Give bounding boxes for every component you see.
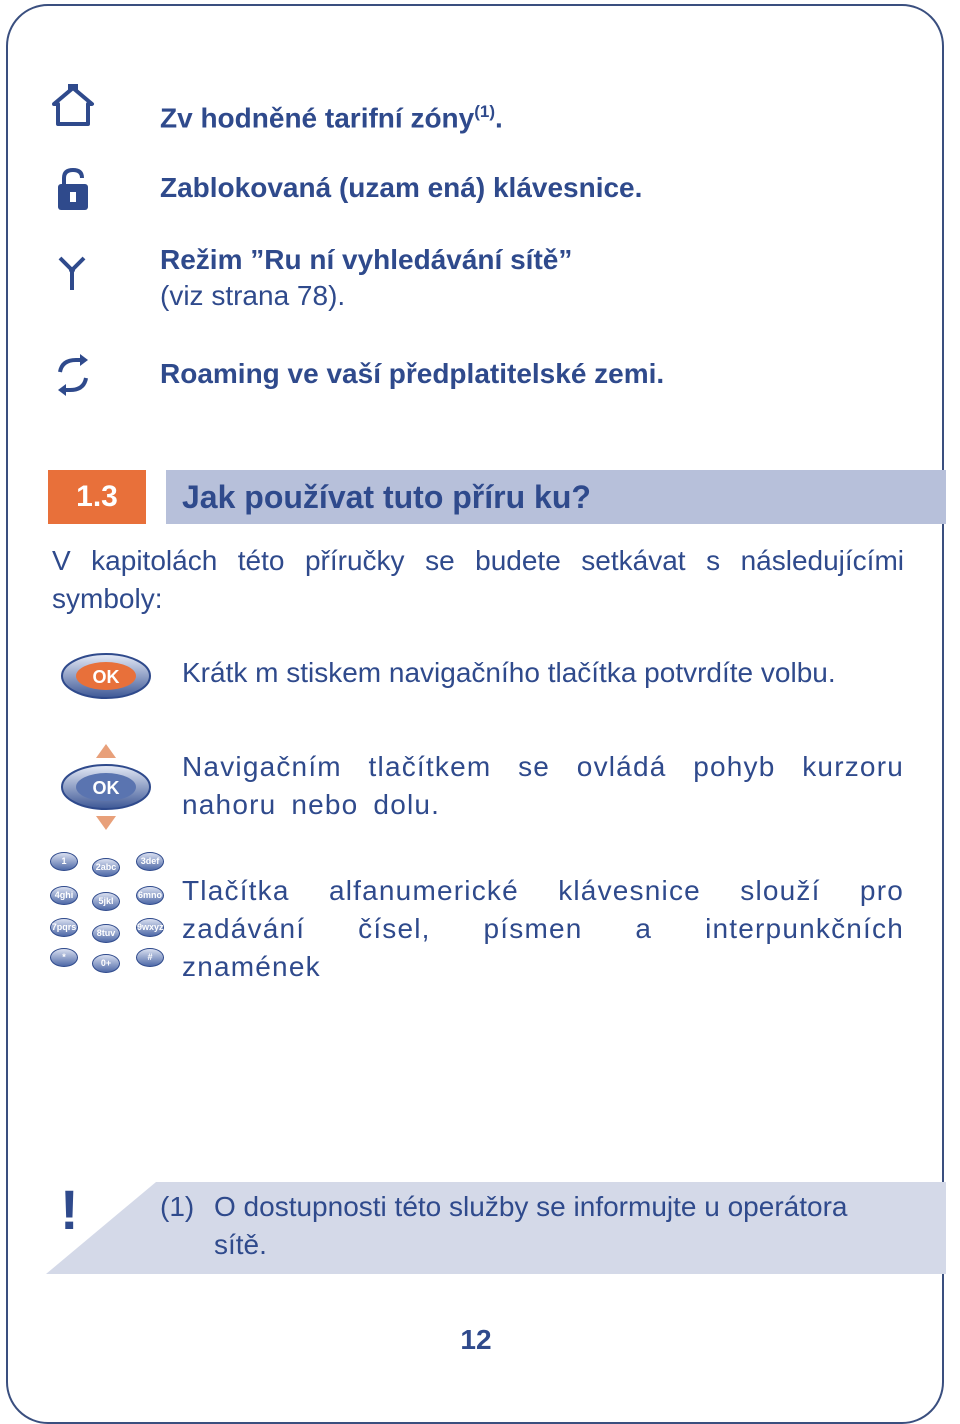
status-roaming <box>160 356 664 392</box>
symbol-keypad-text: Tlačítka alfanumerické klávesnice slouží pro zadávání čísel, písmen a interpunkčních znamének <box>182 875 904 982</box>
symbol-ok-text: Krátk m stiskem navigačního tlačítka potvrdíte volbu. <box>182 657 836 688</box>
section-title <box>166 470 946 524</box>
symbol-navigation-text: Navigačním tlačítkem se ovládá pohyb kurzoru nahoru nebo dolu. <box>182 751 904 820</box>
status-roaming-text: Roaming ve vaší předplatitelské zemi. <box>160 358 665 389</box>
key-hash: # <box>136 948 164 967</box>
status-home-zone-text: Zv hodněné tarifní zóny <box>160 102 475 134</box>
status-keypad-lock-text: Zablokovaná (uzam ená) klávesnice. <box>160 172 643 203</box>
footnote-text-cont: sítě. <box>214 1229 267 1260</box>
roaming-icon <box>48 350 98 400</box>
section-number: 1.3 <box>48 470 146 524</box>
status-trail: . <box>495 102 503 134</box>
key-7: 7pqrs <box>50 918 78 937</box>
status-manual-search-text: Režim ”Ru ní vyhledávání sítě” <box>160 244 573 275</box>
home-zone-icon <box>48 82 98 132</box>
key-1: 1 <box>50 852 78 871</box>
key-4: 4ghi <box>50 886 78 905</box>
status-home-zone <box>160 94 503 136</box>
key-6: 6mno <box>136 886 164 905</box>
ok-navigation-icon <box>60 742 152 832</box>
status-manual-search-sub: (viz strana 78). <box>160 280 346 311</box>
ok-label: OK <box>92 778 120 798</box>
key-9: 9wxyz <box>136 918 164 937</box>
key-5: 5jkl <box>92 892 120 911</box>
antenna-icon <box>48 248 98 298</box>
status-manual-search <box>160 242 572 314</box>
intro-paragraph: V kapitolách této příručky se budete setkávat s následujícími symboly: <box>52 545 904 614</box>
status-keypad-lock <box>160 170 642 206</box>
key-2: 2abc <box>92 858 120 877</box>
key-0: 0+ <box>92 954 120 973</box>
page-number: 12 <box>460 1324 492 1355</box>
footnote-text: O dostupnosti této služby se informujte u operátora <box>214 1191 848 1222</box>
keypad-lock-icon <box>48 164 98 214</box>
footnote <box>160 1188 920 1264</box>
ok-label: OK <box>92 667 120 687</box>
warning-mark: ! <box>60 1178 79 1241</box>
ok-button-icon <box>60 652 152 700</box>
section-title-text: Jak používat tuto příru ku? <box>182 478 591 515</box>
keypad-icon <box>50 852 165 972</box>
key-star: * <box>50 948 78 967</box>
key-8: 8tuv <box>92 924 120 943</box>
key-3: 3def <box>136 852 164 871</box>
footnote-ref: (1) <box>474 102 496 121</box>
footnote-number: (1) <box>160 1191 195 1222</box>
